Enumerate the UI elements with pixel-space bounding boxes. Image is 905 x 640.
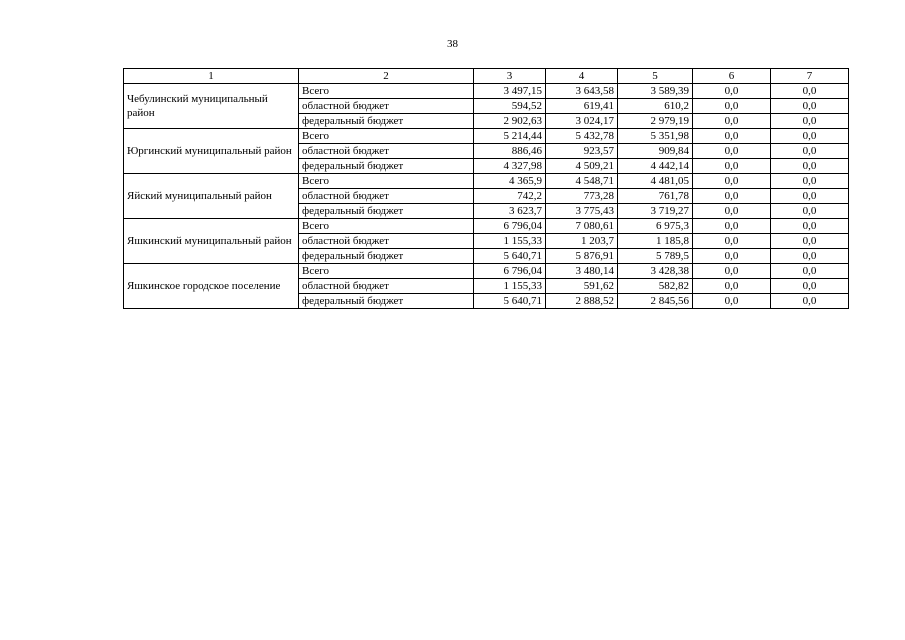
value-col6: 0,0 (693, 174, 771, 189)
value-col3: 1 155,33 (474, 279, 546, 294)
value-col3: 5 214,44 (474, 129, 546, 144)
value-col3: 594,52 (474, 99, 546, 114)
value-col3: 4 365,9 (474, 174, 546, 189)
value-col5: 5 351,98 (618, 129, 693, 144)
budget-type: областной бюджет (299, 99, 474, 114)
value-col7: 0,0 (771, 264, 849, 279)
value-col4: 4 548,71 (546, 174, 618, 189)
value-col6: 0,0 (693, 144, 771, 159)
value-col7: 0,0 (771, 129, 849, 144)
table-body (124, 84, 849, 309)
budget-type: областной бюджет (299, 189, 474, 204)
value-col5: 3 719,27 (618, 204, 693, 219)
budget-type: областной бюджет (299, 144, 474, 159)
table-header-row (124, 69, 849, 84)
value-col5: 6 975,3 (618, 219, 693, 234)
table-row (124, 84, 849, 99)
value-col4: 923,57 (546, 144, 618, 159)
value-col6: 0,0 (693, 114, 771, 129)
value-col5: 610,2 (618, 99, 693, 114)
value-col4: 2 888,52 (546, 294, 618, 309)
value-col7: 0,0 (771, 279, 849, 294)
region-name: Чебулинский муниципальный район (124, 84, 299, 129)
value-col7: 0,0 (771, 249, 849, 264)
table-row (124, 219, 849, 234)
budget-type: федеральный бюджет (299, 249, 474, 264)
value-col4: 4 509,21 (546, 159, 618, 174)
value-col6: 0,0 (693, 234, 771, 249)
value-col3: 6 796,04 (474, 264, 546, 279)
value-col7: 0,0 (771, 234, 849, 249)
value-col7: 0,0 (771, 114, 849, 129)
value-col6: 0,0 (693, 219, 771, 234)
value-col6: 0,0 (693, 84, 771, 99)
value-col7: 0,0 (771, 144, 849, 159)
budget-table (123, 68, 849, 309)
value-col7: 0,0 (771, 204, 849, 219)
value-col3: 2 902,63 (474, 114, 546, 129)
value-col6: 0,0 (693, 204, 771, 219)
column-header: 4 (546, 69, 618, 84)
table-row (124, 174, 849, 189)
budget-type: Всего (299, 264, 474, 279)
region-name: Яшкинский муниципальный район (124, 219, 299, 264)
budget-type: Всего (299, 174, 474, 189)
value-col6: 0,0 (693, 294, 771, 309)
value-col4: 591,62 (546, 279, 618, 294)
value-col4: 1 203,7 (546, 234, 618, 249)
region-name: Юргинский муниципальный район (124, 129, 299, 174)
value-col3: 4 327,98 (474, 159, 546, 174)
region-name: Яйский муниципальный район (124, 174, 299, 219)
value-col4: 619,41 (546, 99, 618, 114)
budget-type: федеральный бюджет (299, 204, 474, 219)
page-number: 38 (447, 38, 458, 50)
value-col4: 5 876,91 (546, 249, 618, 264)
budget-type: федеральный бюджет (299, 159, 474, 174)
value-col4: 5 432,78 (546, 129, 618, 144)
column-header: 1 (124, 69, 299, 84)
value-col4: 773,28 (546, 189, 618, 204)
value-col3: 6 796,04 (474, 219, 546, 234)
value-col4: 7 080,61 (546, 219, 618, 234)
value-col6: 0,0 (693, 99, 771, 114)
value-col7: 0,0 (771, 219, 849, 234)
value-col3: 1 155,33 (474, 234, 546, 249)
value-col6: 0,0 (693, 159, 771, 174)
value-col5: 4 481,05 (618, 174, 693, 189)
budget-type: областной бюджет (299, 234, 474, 249)
table-row (124, 264, 849, 279)
budget-type: областной бюджет (299, 279, 474, 294)
value-col6: 0,0 (693, 264, 771, 279)
value-col7: 0,0 (771, 99, 849, 114)
value-col5: 4 442,14 (618, 159, 693, 174)
value-col5: 3 428,38 (618, 264, 693, 279)
value-col5: 909,84 (618, 144, 693, 159)
budget-type: федеральный бюджет (299, 114, 474, 129)
value-col7: 0,0 (771, 294, 849, 309)
value-col5: 761,78 (618, 189, 693, 204)
value-col4: 3 480,14 (546, 264, 618, 279)
column-header: 7 (771, 69, 849, 84)
value-col3: 5 640,71 (474, 294, 546, 309)
value-col6: 0,0 (693, 129, 771, 144)
column-header: 5 (618, 69, 693, 84)
column-header: 6 (693, 69, 771, 84)
table-row (124, 129, 849, 144)
column-header: 2 (299, 69, 474, 84)
region-name: Яшкинское городское поселение (124, 264, 299, 309)
value-col3: 3 497,15 (474, 84, 546, 99)
value-col7: 0,0 (771, 174, 849, 189)
value-col3: 742,2 (474, 189, 546, 204)
column-header: 3 (474, 69, 546, 84)
value-col3: 886,46 (474, 144, 546, 159)
budget-type: Всего (299, 219, 474, 234)
value-col4: 3 024,17 (546, 114, 618, 129)
value-col6: 0,0 (693, 249, 771, 264)
budget-type: Всего (299, 84, 474, 99)
value-col4: 3 775,43 (546, 204, 618, 219)
budget-type: федеральный бюджет (299, 294, 474, 309)
value-col5: 2 979,19 (618, 114, 693, 129)
value-col5: 1 185,8 (618, 234, 693, 249)
budget-type: Всего (299, 129, 474, 144)
value-col5: 582,82 (618, 279, 693, 294)
value-col4: 3 643,58 (546, 84, 618, 99)
value-col3: 5 640,71 (474, 249, 546, 264)
value-col5: 5 789,5 (618, 249, 693, 264)
value-col5: 2 845,56 (618, 294, 693, 309)
value-col7: 0,0 (771, 189, 849, 204)
value-col3: 3 623,7 (474, 204, 546, 219)
value-col5: 3 589,39 (618, 84, 693, 99)
value-col6: 0,0 (693, 189, 771, 204)
value-col7: 0,0 (771, 84, 849, 99)
value-col7: 0,0 (771, 159, 849, 174)
value-col6: 0,0 (693, 279, 771, 294)
